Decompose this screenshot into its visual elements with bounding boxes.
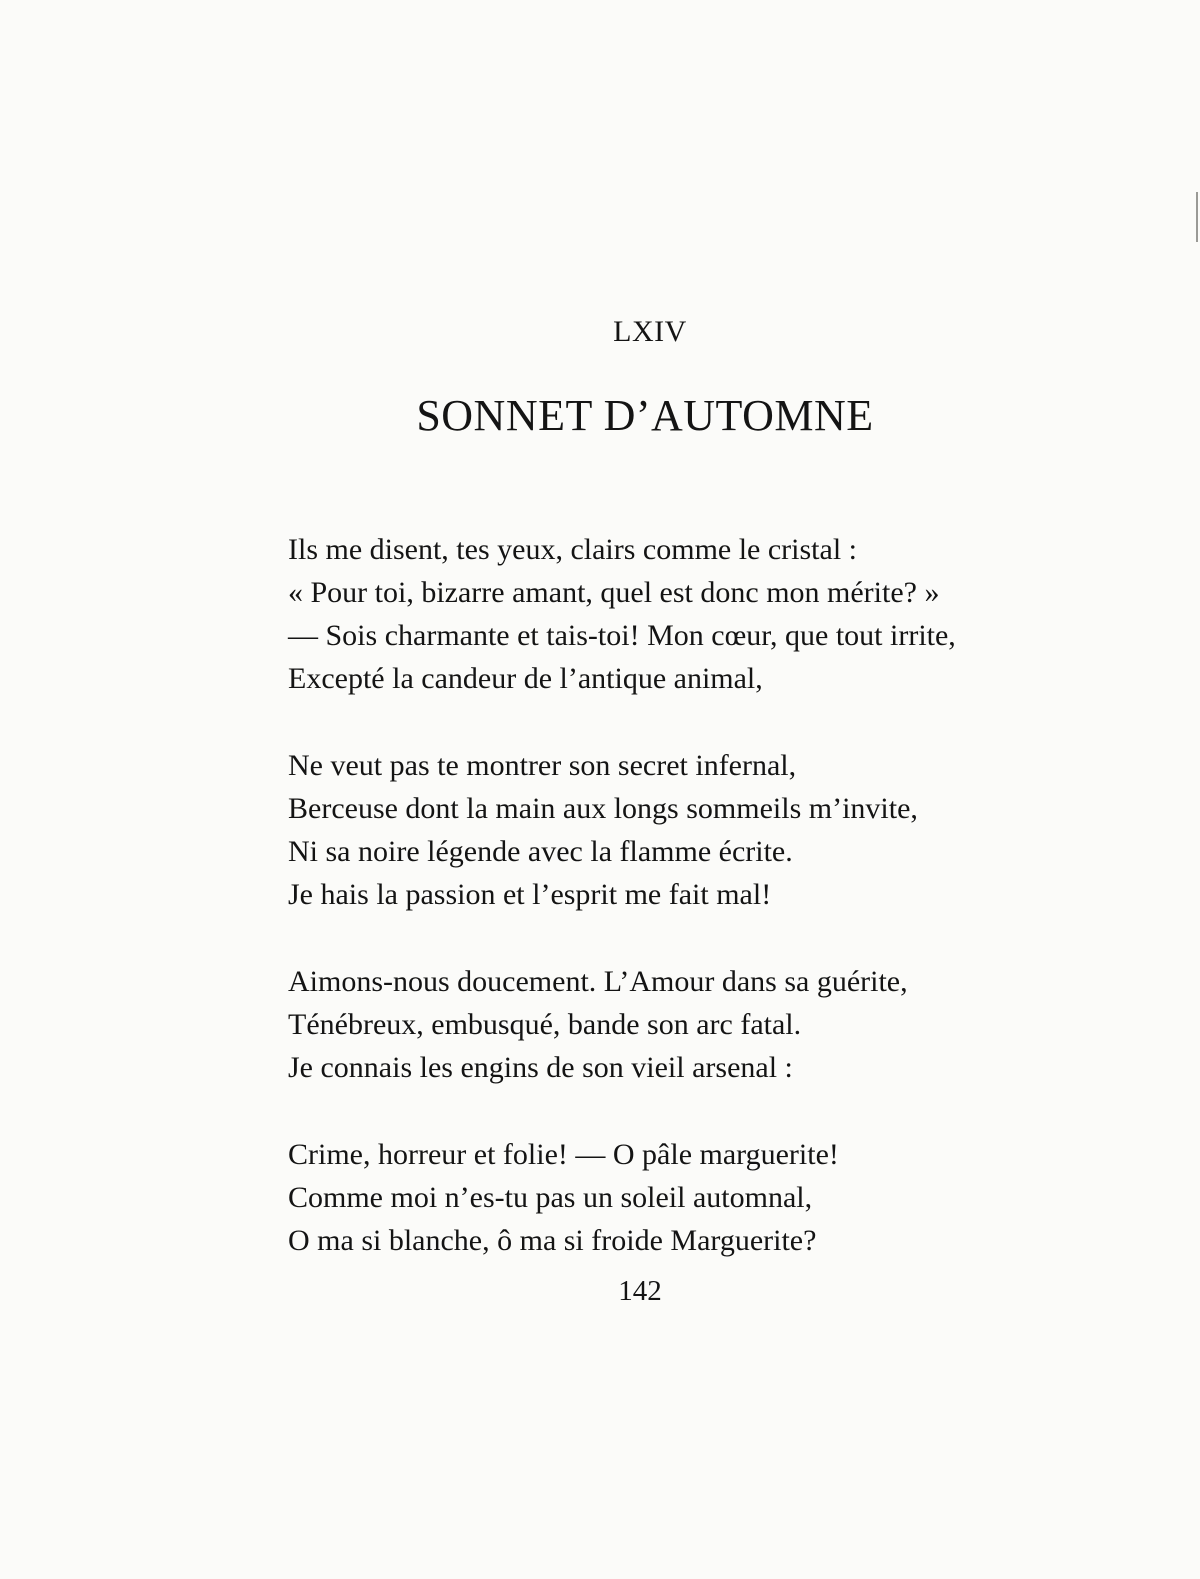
verse-line: Berceuse dont la main aux longs sommeils m’invite, — [288, 792, 918, 825]
verse-line: Ne veut pas te montrer son secret infernal, — [288, 749, 797, 782]
page-number: 142 — [618, 1275, 662, 1307]
verse-line: Crime, horreur et folie! — O pâle marguerite! — [288, 1138, 839, 1171]
verse-line: Je hais la passion et l’esprit me fait mal! — [288, 878, 772, 911]
stanza-3 — [288, 960, 1048, 1089]
verse-line: Comme moi n’es-tu pas un soleil automnal, — [288, 1181, 813, 1214]
verse-line: Excepté la candeur de l’antique animal, — [288, 662, 763, 695]
page-edge-mark — [1196, 192, 1198, 242]
poem-body — [288, 528, 1048, 1262]
verse-line: Ténébreux, embusqué, bande son arc fatal. — [288, 1008, 802, 1041]
verse-line: O ma si blanche, ô ma si froide Marguerite? — [288, 1224, 817, 1257]
verse-line: Ni sa noire légende avec la flamme écrite. — [288, 835, 793, 868]
verse-line: Aimons-nous doucement. L’Amour dans sa guérite, — [288, 965, 908, 998]
stanza-4 — [288, 1133, 1048, 1262]
stanza-1 — [288, 528, 1048, 700]
verse-line: Je connais les engins de son vieil arsenal : — [288, 1051, 793, 1084]
verse-line: « Pour toi, bizarre amant, quel est donc mon mérite? » — [288, 576, 940, 609]
poem-title: SONNET D’AUTOMNE — [416, 391, 874, 440]
poem-number: LXIV — [613, 315, 687, 348]
verse-line: Ils me disent, tes yeux, clairs comme le cristal : — [288, 533, 858, 566]
verse-line: — Sois charmante et tais-toi! Mon cœur, que tout irrite, — [288, 619, 956, 652]
stanza-2 — [288, 744, 1048, 916]
